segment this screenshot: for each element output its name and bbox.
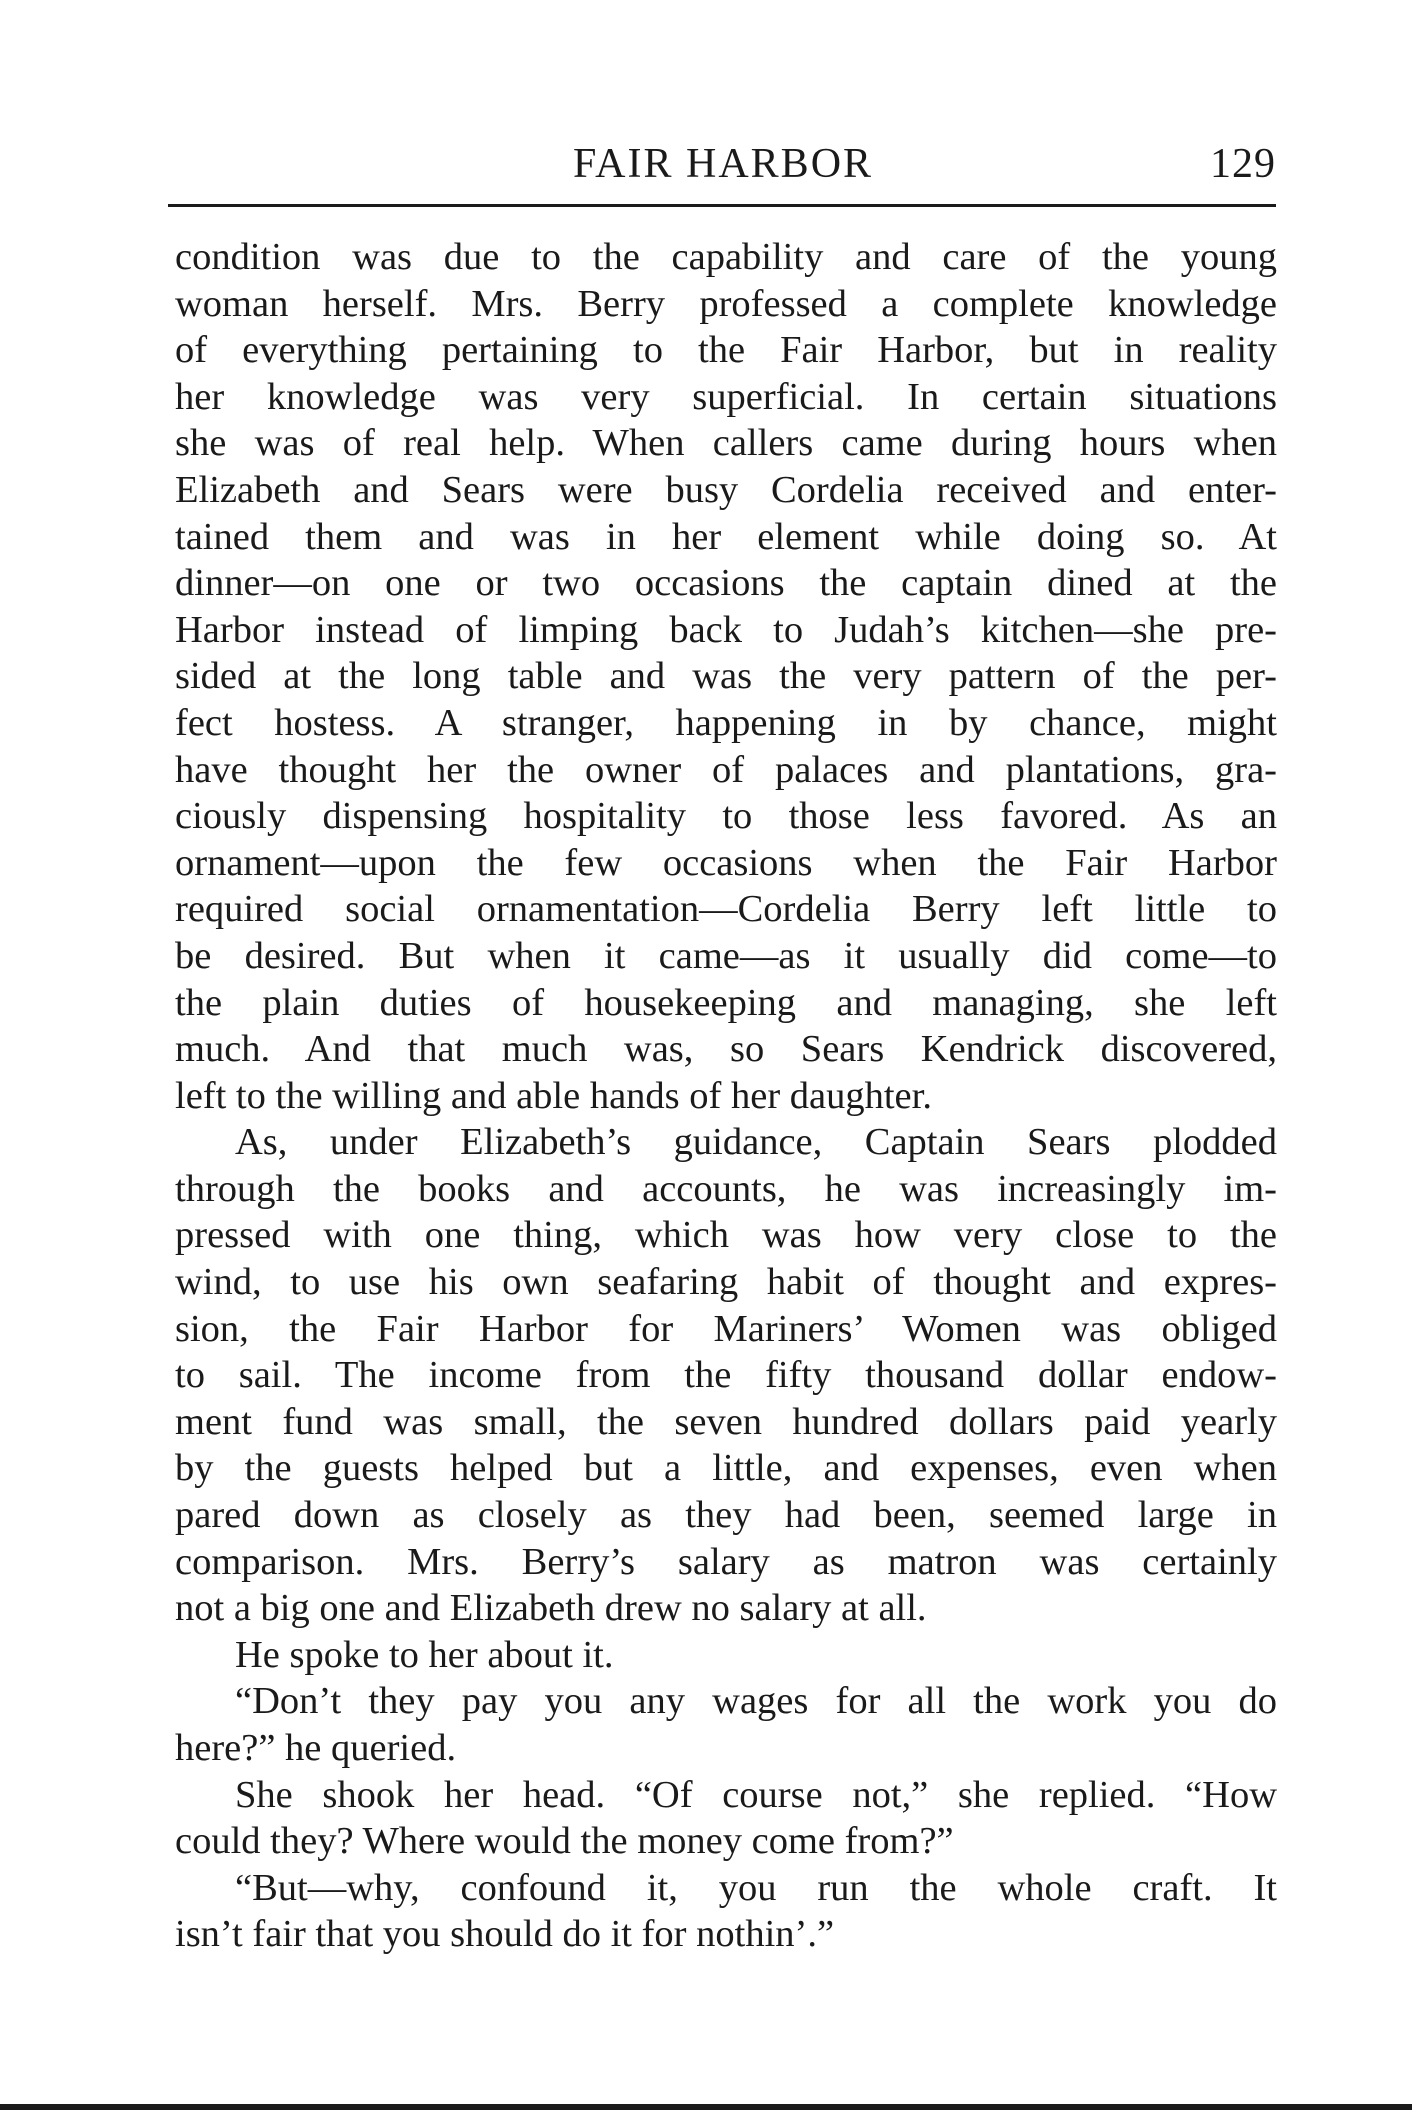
text-line: pared down as closely as they had been, seemed large in — [175, 1494, 1277, 1537]
text-line: the plain duties of housekeeping and managing, she left — [175, 981, 1277, 1024]
text-line: of everything pertaining to the Fair Harbor, but in reality — [175, 329, 1277, 372]
page-number: 129 — [1210, 141, 1276, 187]
text-line: her knowledge was very superficial. In certain situations — [175, 375, 1277, 418]
text-line: sion, the Fair Harbor for Mariners’ Women was obliged — [175, 1307, 1277, 1350]
text-line: wind, to use his own seafaring habit of thought and expres- — [175, 1261, 1277, 1304]
text-line: As, under Elizabeth’s guidance, Captain Sears plodded — [235, 1121, 1277, 1164]
text-line: “Don’t they pay you any wages for all the work you do — [235, 1680, 1277, 1723]
text-line: tained them and was in her element while doing so. At — [175, 515, 1277, 558]
text-line: Elizabeth and Sears were busy Cordelia received and enter- — [175, 468, 1277, 511]
text-line: ment fund was small, the seven hundred dollars paid yearly — [175, 1400, 1277, 1443]
text-line: condition was due to the capability and care of the young — [175, 236, 1277, 278]
header-rule — [168, 204, 1276, 207]
text-line: He spoke to her about it. — [235, 1633, 614, 1676]
text-line: have thought her the owner of palaces and plantations, gra- — [175, 748, 1277, 791]
text-line: much. And that much was, so Sears Kendrick discovered, — [175, 1028, 1277, 1071]
text-line: dinner—on one or two occasions the captain dined at the — [175, 562, 1277, 605]
text-line: through the books and accounts, he was increasingly im- — [175, 1167, 1277, 1210]
text-line: fect hostess. A stranger, happening in by chance, might — [175, 701, 1277, 744]
text-line: “But—why, confound it, you run the whole craft. It — [235, 1866, 1277, 1909]
text-line: isn’t fair that you should do it for nothin’.” — [175, 1913, 835, 1956]
text-line: ornament—upon the few occasions when the Fair Harbor — [175, 841, 1277, 884]
text-line: woman herself. Mrs. Berry professed a complete knowledge — [175, 282, 1277, 325]
text-line: by the guests helped but a little, and expenses, even when — [175, 1447, 1277, 1490]
running-head — [170, 134, 1276, 194]
text-line: Harbor instead of limping back to Judah’s kitchen—she pre- — [175, 608, 1277, 651]
text-line: she was of real help. When callers came during hours when — [175, 422, 1277, 465]
text-line: comparison. Mrs. Berry’s salary as matron was certainly — [175, 1540, 1277, 1583]
text-line: not a big one and Elizabeth drew no salary at all. — [175, 1587, 927, 1630]
scan-bottom-edge — [0, 2104, 1412, 2110]
text-line: ciously dispensing hospitality to those less favored. As an — [175, 795, 1277, 838]
text-line: could they? Where would the money come from?” — [175, 1820, 954, 1863]
text-line: pressed with one thing, which was how very close to the — [175, 1214, 1277, 1257]
text-line: left to the willing and able hands of her daughter. — [175, 1074, 932, 1117]
text-line: to sail. The income from the fifty thousand dollar endow- — [175, 1354, 1277, 1397]
text-line: here?” he queried. — [175, 1727, 457, 1769]
body-text — [175, 234, 1277, 1958]
running-title: FAIR HARBOR — [572, 141, 874, 187]
text-line: sided at the long table and was the very pattern of the per- — [175, 655, 1277, 698]
text-line: required social ornamentation—Cordelia Berry left little to — [175, 888, 1277, 931]
text-line: She shook her head. “Of course not,” she replied. “How — [235, 1773, 1277, 1816]
text-line: be desired. But when it came—as it usually did come—to — [175, 934, 1277, 977]
